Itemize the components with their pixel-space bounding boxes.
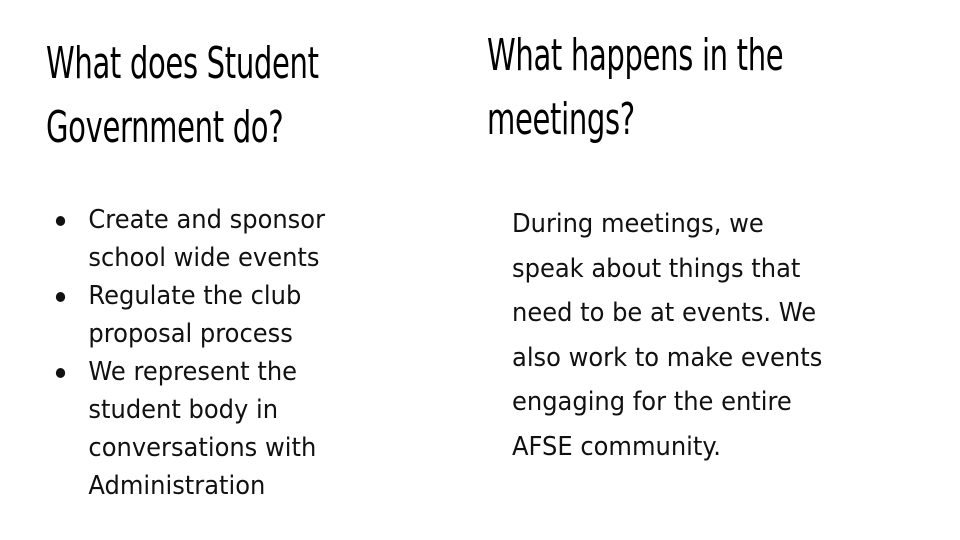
left-heading-line: Government do?	[46, 102, 284, 153]
bullet-dot-icon	[56, 368, 65, 378]
bullet-line: proposal process	[88, 319, 293, 349]
left-heading	[46, 32, 319, 160]
paragraph-line: need to be at events. We	[512, 298, 817, 328]
bullet-dot-icon	[56, 216, 65, 226]
paragraph-line: AFSE community.	[512, 431, 721, 462]
bullet-line: student body in	[88, 395, 279, 425]
bullet-line: Create and sponsor	[88, 205, 326, 235]
bullet-dot-icon	[56, 292, 65, 302]
right-heading-line: meetings?	[487, 94, 635, 145]
right-heading	[487, 24, 783, 152]
bullet-item	[54, 201, 442, 277]
bullet-line: school wide events	[88, 243, 320, 273]
bullet-item	[54, 353, 442, 505]
paragraph-line: also work to make events	[512, 342, 823, 373]
bullet-line: conversations with	[88, 433, 317, 463]
bullet-line: We represent the	[88, 357, 298, 387]
bullet-item	[54, 277, 442, 353]
meetings-paragraph	[512, 202, 884, 469]
paragraph-line: engaging for the entire	[512, 387, 792, 417]
paragraph-line: speak about things that	[512, 253, 801, 284]
bullet-line: Regulate the club	[88, 281, 302, 311]
bullet-line: Administration	[88, 471, 266, 501]
left-heading-line: What does Student	[46, 38, 319, 89]
right-heading-line: What happens in the	[487, 30, 784, 81]
bullet-list	[54, 201, 414, 505]
paragraph-line: During meetings, we	[512, 209, 764, 239]
